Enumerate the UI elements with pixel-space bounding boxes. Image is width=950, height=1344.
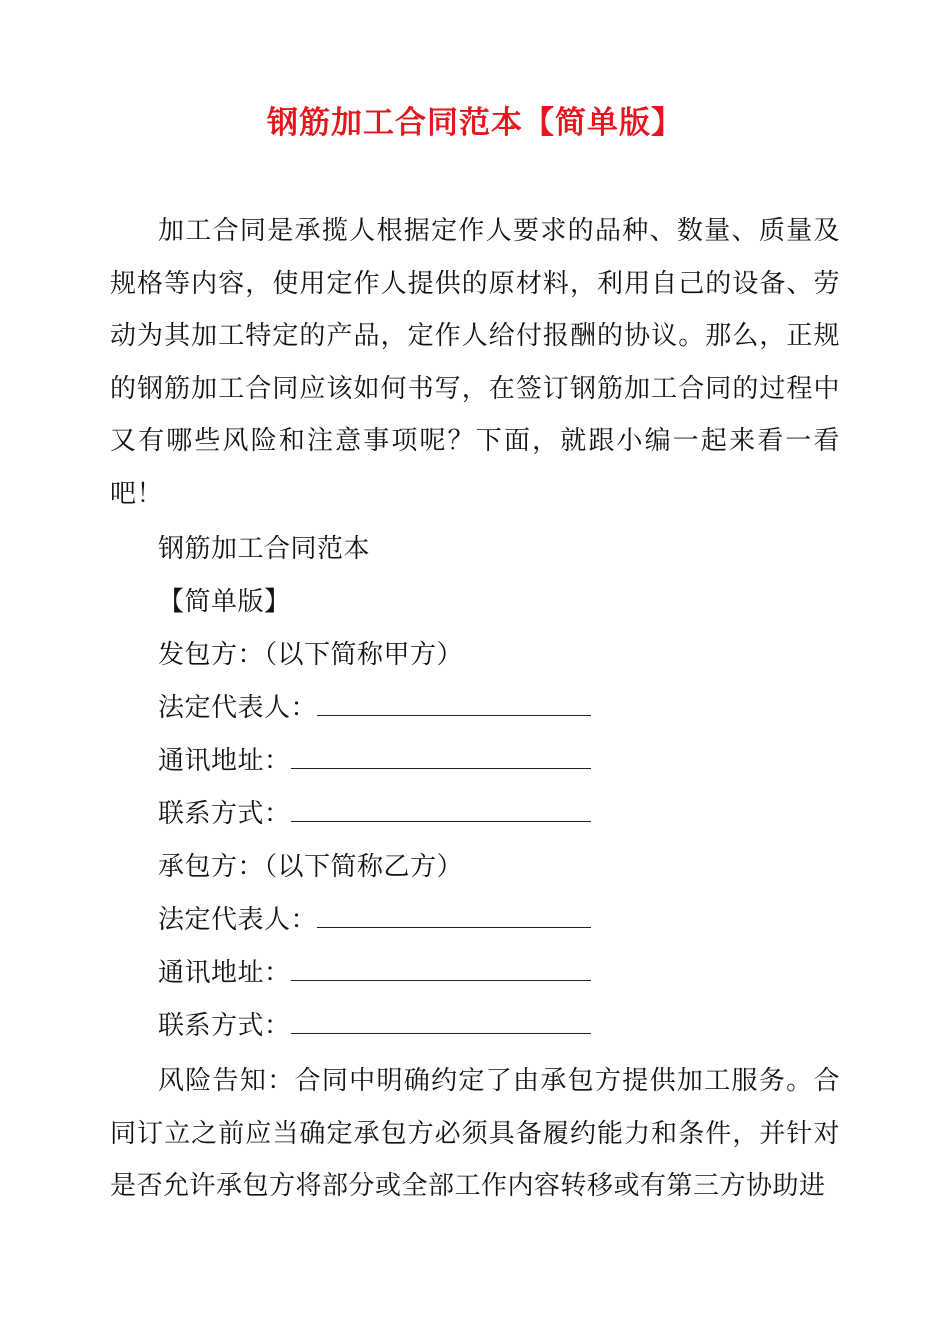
party-b-contact-row bbox=[158, 1000, 591, 1053]
party-b-legal-rep-row bbox=[158, 894, 591, 947]
party-b-contact-label: 联系方式： bbox=[158, 1011, 291, 1041]
intro-paragraph: 加工合同是承揽人根据定作人要求的品种、数量、质量及规格等内容，使用定作人提供的原材料，利用自己的设备、劳动为其加工特定的产品，定作人给付报酬的协议。那么，正规的钢筋加工合同应该如何书写，在签订钢筋加工合同的过程中又有哪些风险和注意事项呢？下面，就跟小编一起来看一看吧！ bbox=[110, 216, 840, 509]
contract-subtitle: 钢筋加工合同范本 bbox=[158, 534, 371, 564]
party-b-address-blank bbox=[291, 958, 591, 981]
party-b-legal-rep-label: 法定代表人： bbox=[158, 905, 318, 935]
party-a-contact-blank bbox=[291, 799, 591, 822]
party-a-address-blank bbox=[291, 746, 591, 769]
party-a-contact-row bbox=[158, 788, 591, 841]
party-a-address-row bbox=[158, 735, 591, 788]
party-a-address-label: 通讯地址： bbox=[158, 746, 291, 776]
document-title: 钢筋加工合同范本【简单版】 bbox=[267, 105, 683, 141]
party-a-legal-rep-label: 法定代表人： bbox=[158, 693, 318, 723]
party-b-legal-rep-blank bbox=[317, 905, 591, 928]
party-b-address-row bbox=[158, 947, 591, 1000]
party-b-heading: 承包方：（以下简称乙方） bbox=[158, 852, 464, 882]
party-b-address-label: 通讯地址： bbox=[158, 958, 291, 988]
version-label: 【简单版】 bbox=[158, 587, 291, 617]
party-a-heading: 发包方：（以下简称甲方） bbox=[158, 640, 464, 670]
party-b-contact-blank bbox=[291, 1011, 591, 1034]
party-a-legal-rep-row bbox=[158, 682, 591, 735]
party-a-contact-label: 联系方式： bbox=[158, 799, 291, 829]
risk-notice-paragraph: 风险告知：合同中明确约定了由承包方提供加工服务。合同订立之前应当确定承包方必须具备履约能力和条件，并针对是否允许承包方将部分或全部工作内容转移或有第三方协助进 bbox=[110, 1066, 840, 1201]
party-a-legal-rep-blank bbox=[317, 693, 591, 716]
